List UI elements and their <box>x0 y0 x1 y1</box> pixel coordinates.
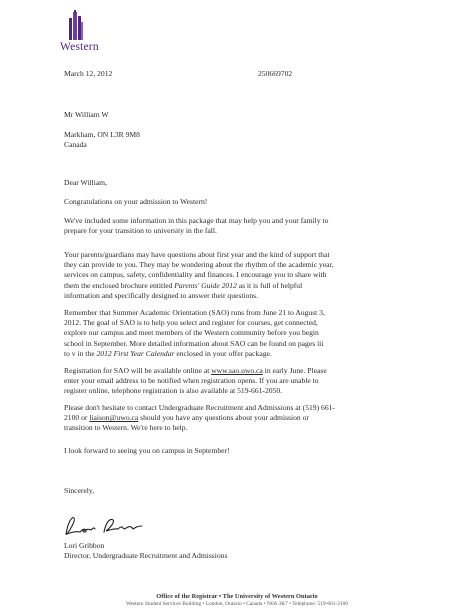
recipient-name: Mr William W <box>64 110 109 119</box>
letterhead-footer <box>0 593 474 608</box>
recipient-country: Canada <box>64 140 87 149</box>
paragraph-line: transition to Western. We're here to help. <box>64 423 188 433</box>
paragraph-line: prepare for your transition to university in the fall. <box>64 226 217 236</box>
logo-text: Western <box>60 41 99 53</box>
paragraph-line: I look forward to seeing you on campus in September! <box>64 446 230 455</box>
paragraph-line: register online, telephone registration is also available at 519-661-2050. <box>64 386 283 396</box>
paragraph-sao <box>64 308 424 359</box>
paragraph-congratulations <box>64 197 424 207</box>
text-run: as it is full of helpful <box>236 280 303 290</box>
sao-website-link[interactable]: www.sao.uwo.ca <box>211 366 263 375</box>
western-tower-icon <box>68 10 84 40</box>
paragraph-contact <box>64 403 424 434</box>
liaison-email-link[interactable]: liaison@uwo.ca <box>89 413 139 423</box>
paragraph-line: Remember that Summer Academic Orientation (SAO) runs from June 21 to August 3, <box>64 308 325 317</box>
paragraph-line: services on campus, safety, confidentiality and finances. I encourage you to share with <box>64 270 327 280</box>
signer-title: Director, Undergraduate Recruitment and Admissions <box>64 551 228 560</box>
paragraph-line: information and specifically designed to answer their questions. <box>64 290 259 300</box>
closing: Sincerely, <box>64 486 95 495</box>
salutation: Dear William, <box>64 178 107 187</box>
text-run: enclosed in your offer package. <box>174 348 272 358</box>
paragraph-line <box>64 349 424 359</box>
text-run: Registration for SAO will be available online at <box>64 366 212 375</box>
paragraph-line: enter your email address to be notified when registration opens. If you are unable to <box>64 376 319 386</box>
paragraph-line: explore our campus and meet members of the Western community before you begin <box>64 328 319 338</box>
paragraph-line: 2012. The goal of SAO is to help you select and register for courses, get connected, <box>64 318 318 328</box>
paragraph-line: We've included some information in this package that may help you and your family to <box>64 216 329 225</box>
paragraph-parents <box>64 250 424 301</box>
text-run: them the enclosed brochure entitled <box>64 280 175 290</box>
paragraph-line <box>64 366 424 376</box>
brochure-title: Parents' Guide 2012 <box>174 280 237 290</box>
paragraph-line: Your parents/guardians may have questions about first year and the kind of support that <box>64 250 330 259</box>
letter-date: March 12, 2012 <box>64 69 113 78</box>
text-run: 2100 or <box>64 413 90 423</box>
signer-name: Lori Gribbon <box>64 541 105 550</box>
calendar-title: 2012 First Year Calendar <box>96 348 175 358</box>
handwritten-signature <box>60 512 150 540</box>
recipient-city: Markham, ON L3R 9M8 <box>64 130 140 139</box>
paragraph-registration <box>64 366 424 397</box>
paragraph-line: school in September. More detailed information about SAO can be found on pages iii <box>64 338 324 348</box>
text-run: should you have any questions about your admission or <box>138 413 309 423</box>
footer-office-line: Office of the Registrar • The University of Western Ontario <box>156 593 318 600</box>
paragraph-line <box>64 281 424 291</box>
paragraph-line: Please don't hesitate to contact Undergraduate Recruitment and Admissions at (519) 661- <box>64 403 335 412</box>
western-logo <box>60 8 120 56</box>
text-run: to v in the <box>64 348 97 358</box>
paragraph-line: they can provide to you. They may be wondering about the rhythm of the academic year, <box>64 260 334 270</box>
footer-address-line: Western Student Services Building • London, Ontario • Canada • N6A 3K7 • Telephone: 519-661-2100 <box>125 601 349 607</box>
paragraph-line: Congratulations on your admission to Western! <box>64 197 208 206</box>
letter-reference: 250669702 <box>258 69 293 78</box>
paragraph-line <box>64 413 424 423</box>
paragraph-package-info <box>64 216 424 236</box>
text-run: in early June. Please <box>262 366 327 375</box>
paragraph-closing-remark <box>64 446 424 456</box>
